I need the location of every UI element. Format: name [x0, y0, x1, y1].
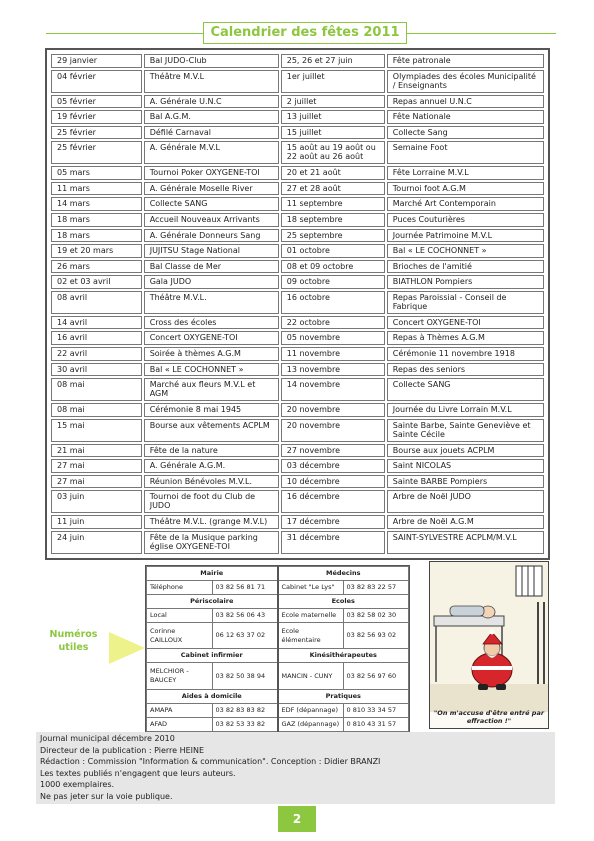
contacts-row	[147, 622, 409, 649]
santa-cartoon	[429, 561, 549, 729]
contact-name: Ecole maternelle	[278, 608, 344, 622]
contact-number: 03 82 83 22 57	[343, 580, 409, 594]
calendar-cell-date-right: 20 et 21 août	[281, 166, 385, 180]
calendar-row	[51, 444, 544, 458]
calendar-cell-event-left: Bourse aux vêtements ACPLM	[144, 419, 279, 442]
calendar-cell-event-left: Bal JUDO-Club	[144, 54, 279, 68]
calendar-cell-event-left: Bal Classe de Mer	[144, 260, 279, 274]
calendar-row	[51, 459, 544, 473]
calendar-row	[51, 166, 544, 180]
calendar-cell-date-right: 05 novembre	[281, 331, 385, 345]
calendar-cell-date-left: 14 avril	[51, 316, 142, 330]
calendar-cell-event-left: Collecte SANG	[144, 197, 279, 211]
calendar-cell-date-right: 22 octobre	[281, 316, 385, 330]
contact-number: 03 82 56 81 71	[212, 580, 278, 594]
calendar-cell-date-left: 02 et 03 avril	[51, 275, 142, 289]
calendar-cell-event-right: Journée du Livre Lorrain M.V.L	[387, 403, 544, 417]
calendar-cell-date-right: 27 novembre	[281, 444, 385, 458]
contact-number: 06 12 63 37 02	[212, 622, 278, 649]
contacts-row	[147, 608, 409, 622]
calendar-cell-date-right: 25 septembre	[281, 229, 385, 243]
contact-name: GAZ (dépannage)	[278, 717, 344, 731]
calendar-cell-event-right: Sainte Barbe, Sainte Geneviève et Sainte Cécile	[387, 419, 544, 442]
calendar-cell-event-left: Cérémonie 8 mai 1945	[144, 403, 279, 417]
contact-number: 03 82 58 02 30	[343, 608, 409, 622]
calendar-cell-date-right: 15 août au 19 août ou 22 août au 26 août	[281, 141, 385, 164]
calendar-cell-date-left: 16 avril	[51, 331, 142, 345]
contact-name: Cabinet "Le Lys"	[278, 580, 344, 594]
useful-label-line1: Numéros	[49, 629, 98, 640]
calendar-cell-date-left: 14 mars	[51, 197, 142, 211]
useful-label-line2: utiles	[58, 642, 89, 653]
contact-number: 03 82 56 93 02	[343, 622, 409, 649]
contact-name: MANCIN - CUNY	[278, 663, 344, 690]
calendar-cell-date-left: 18 mars	[51, 213, 142, 227]
contact-number: 03 82 56 97 60	[343, 663, 409, 690]
calendar-cell-event-left: A. Générale U.N.C	[144, 95, 279, 109]
calendar-cell-event-left: Marché aux fleurs M.V.L et AGM	[144, 378, 279, 401]
contacts-row	[147, 703, 409, 717]
calendar-cell-event-right: Concert OXYGENE-TOI	[387, 316, 544, 330]
calendar-cell-event-right: Journée Patrimoine M.V.L	[387, 229, 544, 243]
calendar-cell-date-right: 13 juillet	[281, 110, 385, 124]
calendar-cell-date-right: 31 décembre	[281, 531, 385, 554]
footer-line: Les textes publiés n'engagent que leurs auteurs.	[40, 768, 236, 778]
contacts-category: Cabinet infirmier	[147, 649, 278, 663]
calendar-cell-event-right: Repas des seniors	[387, 363, 544, 377]
calendar-cell-event-right: Brioches de l'amitié	[387, 260, 544, 274]
calendar-cell-date-left: 19 février	[51, 110, 142, 124]
contacts-row	[147, 663, 409, 690]
calendar-cell-date-left: 26 mars	[51, 260, 142, 274]
calendar-cell-event-left: JUJITSU Stage National	[144, 244, 279, 258]
calendar-cell-date-right: 2 juillet	[281, 95, 385, 109]
calendar-cell-event-right: Arbre de Noël JUDO	[387, 490, 544, 513]
calendar-cell-date-right: 11 novembre	[281, 347, 385, 361]
calendar-row	[51, 378, 544, 401]
calendar-cell-event-left: A. Générale M.V.L	[144, 141, 279, 164]
contact-name: Téléphone	[147, 580, 213, 594]
contact-name: AMAPA	[147, 703, 213, 717]
contact-number: 0 810 33 34 57	[343, 703, 409, 717]
contact-name: AFAD	[147, 717, 213, 731]
calendar-cell-event-left: Cross des écoles	[144, 316, 279, 330]
calendar-cell-event-left: A. Générale A.G.M.	[144, 459, 279, 473]
calendar-body	[51, 54, 544, 554]
calendar-cell-event-right: Arbre de Noël A.G.M	[387, 515, 544, 529]
calendar-row	[51, 197, 544, 211]
useful-numbers-table	[145, 565, 410, 733]
calendar-cell-date-right: 03 décembre	[281, 459, 385, 473]
calendar-row	[51, 95, 544, 109]
contacts-category: Pratiques	[278, 689, 409, 703]
calendar-cell-date-left: 03 juin	[51, 490, 142, 513]
calendar-cell-date-left: 29 janvier	[51, 54, 142, 68]
calendar-cell-event-left: A. Générale Donneurs Sang	[144, 229, 279, 243]
calendar-cell-date-left: 19 et 20 mars	[51, 244, 142, 258]
calendar-row	[51, 54, 544, 68]
calendar-cell-date-left: 22 avril	[51, 347, 142, 361]
calendar-cell-event-right: BIATHLON Pompiers	[387, 275, 544, 289]
calendar-cell-event-right: Olympiades des écoles Municipalité / Enseignants	[387, 70, 544, 93]
calendar-cell-event-right: Saint NICOLAS	[387, 459, 544, 473]
calendar-cell-date-left: 25 février	[51, 126, 142, 140]
calendar-row	[51, 244, 544, 258]
contact-name: EDF (dépannage)	[278, 703, 344, 717]
calendar-cell-date-right: 15 juillet	[281, 126, 385, 140]
calendar-cell-date-left: 27 mai	[51, 475, 142, 489]
calendar-cell-event-left: Théâtre M.V.L	[144, 70, 279, 93]
calendar-cell-event-right: Repas Paroissial - Conseil de Fabrique	[387, 291, 544, 314]
calendar-cell-event-left: Bal A.G.M.	[144, 110, 279, 124]
calendar-cell-date-left: 11 juin	[51, 515, 142, 529]
calendar-cell-event-right: Collecte Sang	[387, 126, 544, 140]
calendar-row	[51, 126, 544, 140]
contact-number: 03 82 50 38 94	[212, 663, 278, 690]
calendar-cell-date-right: 13 novembre	[281, 363, 385, 377]
page-title: Calendrier des fêtes 2011	[203, 22, 407, 44]
calendar-row	[51, 260, 544, 274]
calendar-cell-date-right: 08 et 09 octobre	[281, 260, 385, 274]
calendar-cell-event-left: Tournoi de foot du Club de JUDO	[144, 490, 279, 513]
calendar-cell-date-left: 30 avril	[51, 363, 142, 377]
contacts-row	[147, 717, 409, 731]
calendar-cell-date-left: 08 avril	[51, 291, 142, 314]
calendar-row	[51, 141, 544, 164]
calendar-cell-event-right: Puces Couturières	[387, 213, 544, 227]
calendar-cell-event-left: Fête de la nature	[144, 444, 279, 458]
calendar-cell-date-right: 20 novembre	[281, 403, 385, 417]
footer-line: 1000 exemplaires.	[40, 780, 115, 790]
calendar-cell-event-left: Tournoi Poker OXYGENE-TOI	[144, 166, 279, 180]
contacts-category: Kinésithérapeutes	[278, 649, 409, 663]
calendar-cell-date-left: 08 mai	[51, 378, 142, 401]
calendar-cell-date-left: 25 février	[51, 141, 142, 164]
contact-name: Local	[147, 608, 213, 622]
contacts-category: Médecins	[278, 567, 409, 581]
calendar-cell-date-left: 05 février	[51, 95, 142, 109]
calendar-row	[51, 363, 544, 377]
contact-number: 03 82 83 83 82	[212, 703, 278, 717]
calendar-cell-event-left: Théâtre M.V.L. (grange M.V.L)	[144, 515, 279, 529]
calendar-row	[51, 213, 544, 227]
contact-number: 03 82 56 06 43	[212, 608, 278, 622]
calendar-row	[51, 110, 544, 124]
calendar-row	[51, 291, 544, 314]
contacts-header-row	[147, 649, 409, 663]
calendar-cell-event-left: Soirée à thèmes A.G.M	[144, 347, 279, 361]
contacts-header-row	[147, 567, 409, 581]
footer-line: Journal municipal décembre 2010	[40, 734, 175, 743]
footer-line: Directeur de la publication : Pierre HEINE	[40, 745, 205, 755]
calendar-row	[51, 331, 544, 345]
calendar-cell-date-left: 05 mars	[51, 166, 142, 180]
calendar-cell-event-left: Bal « LE COCHONNET »	[144, 363, 279, 377]
events-calendar	[45, 48, 550, 560]
useful-numbers-label	[46, 628, 101, 654]
calendar-cell-date-right: 16 octobre	[281, 291, 385, 314]
calendar-cell-date-right: 01 octobre	[281, 244, 385, 258]
calendar-cell-event-right: Bourse aux jouets ACPLM	[387, 444, 544, 458]
calendar-cell-event-right: SAINT-SYLVESTRE ACPLM/M.V.L	[387, 531, 544, 554]
publication-footer	[36, 732, 555, 804]
calendar-row	[51, 515, 544, 529]
calendar-cell-date-left: 04 février	[51, 70, 142, 93]
contacts-row	[147, 580, 409, 594]
calendar-cell-date-right: 10 décembre	[281, 475, 385, 489]
calendar-cell-event-right: Tournoi foot A.G.M	[387, 182, 544, 196]
contacts-category: Périscolaire	[147, 594, 278, 608]
contacts-category: Mairie	[147, 567, 278, 581]
calendar-cell-event-left: Concert OXYGENE-TOI	[144, 331, 279, 345]
contacts-category: Ecoles	[278, 594, 409, 608]
calendar-cell-date-right: 11 septembre	[281, 197, 385, 211]
calendar-cell-date-left: 08 mai	[51, 403, 142, 417]
calendar-cell-date-left: 15 mai	[51, 419, 142, 442]
calendar-cell-date-right: 27 et 28 août	[281, 182, 385, 196]
calendar-cell-date-right: 20 novembre	[281, 419, 385, 442]
contact-name: Ecole élémentaire	[278, 622, 344, 649]
calendar-cell-event-right: Fête Nationale	[387, 110, 544, 124]
calendar-row	[51, 403, 544, 417]
santa-in-jail-illustration	[430, 562, 548, 712]
calendar-cell-event-right: Cérémonie 11 novembre 1918	[387, 347, 544, 361]
calendar-cell-date-right: 14 novembre	[281, 378, 385, 401]
calendar-row	[51, 347, 544, 361]
calendar-cell-event-right: Marché Art Contemporain	[387, 197, 544, 211]
calendar-row	[51, 275, 544, 289]
calendar-cell-date-left: 27 mai	[51, 459, 142, 473]
calendar-cell-event-right: Repas annuel U.N.C	[387, 95, 544, 109]
calendar-row	[51, 475, 544, 489]
contacts-header-row	[147, 594, 409, 608]
contact-name: MELCHIOR - BAUCEY	[147, 663, 213, 690]
contact-number: 03 82 53 33 82	[212, 717, 278, 731]
calendar-cell-event-right: Collecte SANG	[387, 378, 544, 401]
contacts-body	[147, 567, 409, 732]
calendar-row	[51, 70, 544, 93]
page-number: 2	[278, 806, 316, 832]
calendar-row	[51, 531, 544, 554]
calendar-cell-event-right: Fête Lorraine M.V.L	[387, 166, 544, 180]
calendar-cell-event-left: A. Générale Moselle River	[144, 182, 279, 196]
arrow-icon	[109, 632, 145, 664]
calendar-cell-date-left: 18 mars	[51, 229, 142, 243]
contacts-header-row	[147, 689, 409, 703]
calendar-cell-event-right: Repas à Thèmes A.G.M	[387, 331, 544, 345]
contact-name: Corinne CAILLOUX	[147, 622, 213, 649]
calendar-row	[51, 316, 544, 330]
calendar-cell-date-right: 18 septembre	[281, 213, 385, 227]
cartoon-caption: "On m'accuse d'être entré par effraction !"	[433, 709, 545, 725]
calendar-row	[51, 490, 544, 513]
calendar-cell-event-left: Gala JUDO	[144, 275, 279, 289]
footer-line: Ne pas jeter sur la voie publique.	[40, 791, 173, 801]
calendar-cell-event-left: Accueil Nouveaux Arrivants	[144, 213, 279, 227]
calendar-cell-event-right: Sainte BARBE Pompiers	[387, 475, 544, 489]
calendar-cell-date-left: 24 juin	[51, 531, 142, 554]
calendar-cell-event-left: Réunion Bénévoles M.V.L.	[144, 475, 279, 489]
calendar-cell-date-right: 25, 26 et 27 juin	[281, 54, 385, 68]
calendar-cell-event-right: Semaine Foot	[387, 141, 544, 164]
calendar-cell-date-right: 1er juillet	[281, 70, 385, 93]
calendar-cell-date-right: 09 octobre	[281, 275, 385, 289]
calendar-cell-event-right: Bal « LE COCHONNET »	[387, 244, 544, 258]
calendar-cell-date-right: 16 décembre	[281, 490, 385, 513]
contacts-category: Aides à domicile	[147, 689, 278, 703]
contact-number: 0 810 43 31 57	[343, 717, 409, 731]
calendar-cell-date-left: 21 mai	[51, 444, 142, 458]
calendar-row	[51, 229, 544, 243]
calendar-cell-date-right: 17 décembre	[281, 515, 385, 529]
calendar-row	[51, 419, 544, 442]
calendar-cell-event-right: Fête patronale	[387, 54, 544, 68]
calendar-cell-event-left: Théâtre M.V.L.	[144, 291, 279, 314]
calendar-row	[51, 182, 544, 196]
footer-line: Rédaction : Commission "Information & communication". Conception : Didier BRANZI	[40, 757, 381, 767]
calendar-cell-event-left: Défilé Carnaval	[144, 126, 279, 140]
calendar-cell-date-left: 11 mars	[51, 182, 142, 196]
calendar-cell-event-left: Fête de la Musique parking église OXYGENE-TOI	[144, 531, 279, 554]
